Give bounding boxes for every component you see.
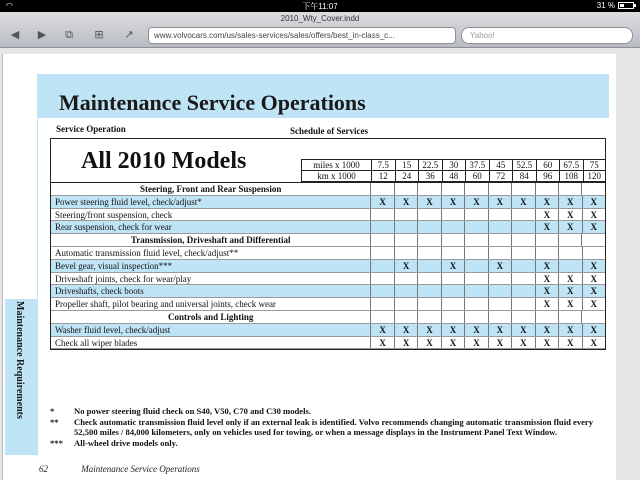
- schedule-mark: [511, 183, 534, 195]
- service-name: Power steering fluid level, check/adjust*: [55, 196, 202, 207]
- km-cell: 36: [418, 170, 442, 182]
- schedule-mark: [417, 221, 440, 233]
- tabs-icon[interactable]: ⧉: [65, 28, 73, 41]
- schedule-mark: [488, 234, 511, 246]
- schedule-mark: X: [582, 209, 605, 221]
- pdf-page: [2, 54, 616, 480]
- side-tab: [5, 299, 37, 455]
- schedule-mark: X: [558, 273, 581, 285]
- table-row: [51, 298, 605, 311]
- schedule-mark: X: [394, 337, 417, 349]
- schedule-mark: [488, 273, 511, 285]
- models-title: All 2010 Models: [81, 148, 247, 174]
- status-bar: [0, 0, 640, 12]
- schedule-mark: [581, 311, 604, 323]
- schedule-mark: [441, 285, 464, 297]
- schedule-mark: [511, 260, 534, 272]
- schedule-mark: [464, 311, 487, 323]
- schedule-mark: X: [417, 324, 440, 336]
- schedule-mark: X: [488, 324, 511, 336]
- schedule-mark: [488, 285, 511, 297]
- schedule-mark: [394, 183, 417, 195]
- footnote: [50, 406, 600, 416]
- km-cell: 120: [583, 170, 607, 182]
- schedule-mark: X: [535, 273, 558, 285]
- schedule-mark: [394, 234, 417, 246]
- schedule-mark: X: [488, 337, 511, 349]
- schedule-mark: [558, 311, 581, 323]
- schedule-mark: [370, 311, 393, 323]
- schedule-mark: [511, 221, 534, 233]
- schedule-mark: X: [370, 196, 393, 208]
- footnote-mark: *: [50, 406, 55, 416]
- schedule-mark: X: [582, 324, 605, 336]
- table-row: [51, 285, 605, 298]
- schedule-mark: [394, 298, 417, 310]
- schedule-mark: X: [441, 324, 464, 336]
- schedule-mark: [417, 260, 440, 272]
- schedule-mark: [394, 209, 417, 221]
- schedule-mark: X: [394, 260, 417, 272]
- document-viewer[interactable]: [0, 48, 640, 480]
- schedule-mark: [370, 183, 393, 195]
- schedule-mark: [511, 247, 534, 259]
- schedule-mark: X: [558, 324, 581, 336]
- schedule-mark: [535, 183, 558, 195]
- schedule-mark: [417, 183, 440, 195]
- schedule-mark: [558, 183, 581, 195]
- schedule-mark: [558, 234, 581, 246]
- schedule-mark: X: [535, 221, 558, 233]
- miles-cell: 15: [395, 159, 419, 171]
- schedule-mark: [558, 247, 581, 259]
- schedule-mark: [535, 247, 558, 259]
- schedule-mark: [370, 285, 393, 297]
- schedule-mark: [511, 273, 534, 285]
- page-footer: [39, 464, 200, 474]
- footnote: [50, 417, 600, 437]
- schedule-mark: [394, 247, 417, 259]
- table-row: [51, 247, 605, 260]
- schedule-mark: [394, 285, 417, 297]
- schedule-mark: [511, 209, 534, 221]
- schedule-mark: [441, 221, 464, 233]
- miles-cell: 60: [536, 159, 560, 171]
- schedule-mark: X: [441, 337, 464, 349]
- search-input[interactable]: Yahoo!: [461, 27, 633, 44]
- schedule-mark: X: [535, 260, 558, 272]
- service-name: Rear suspension, check for wear: [55, 222, 172, 233]
- table-row: [51, 273, 605, 286]
- schedule-mark: [488, 209, 511, 221]
- schedule-mark: X: [535, 285, 558, 297]
- schedule-mark: [417, 298, 440, 310]
- schedule-mark: [464, 273, 487, 285]
- schedule-mark: [488, 311, 511, 323]
- schedule-mark: X: [582, 337, 605, 349]
- schedule-mark: X: [441, 196, 464, 208]
- service-name: Washer fluid level, check/adjust: [55, 324, 171, 335]
- schedule-mark: [441, 209, 464, 221]
- schedule-mark: [464, 234, 487, 246]
- battery-status: [597, 1, 634, 10]
- schedule-mark: [511, 234, 534, 246]
- footnote-text: Check automatic transmission fluid level only if an external leak is identified. Volvo recommends changing automatic transmission fluid every 52,500 miles / 84,000 kilometers, only on vehicles used for towing, or when a message displays in the Instrument Panel Text Window.: [74, 417, 594, 437]
- schedule-mark: X: [535, 337, 558, 349]
- table-row: [51, 337, 605, 350]
- footer-title: Maintenance Service Operations: [81, 464, 200, 474]
- page-number: 62: [39, 464, 48, 474]
- miles-cell: 75: [583, 159, 607, 171]
- km-cell: 48: [442, 170, 466, 182]
- schedule-mark: [511, 298, 534, 310]
- schedule-mark: X: [582, 273, 605, 285]
- schedule-mark: [417, 247, 440, 259]
- schedule-mark: X: [582, 196, 605, 208]
- schedule-mark: [394, 273, 417, 285]
- schedule-mark: [441, 298, 464, 310]
- schedule-mark: [464, 298, 487, 310]
- bookmarks-icon[interactable]: ⊞: [94, 28, 104, 41]
- schedule-mark: [441, 183, 464, 195]
- header-band: [37, 74, 609, 118]
- forward-icon[interactable]: ▶: [37, 28, 47, 41]
- schedule-mark: [535, 234, 558, 246]
- schedule-mark: [535, 311, 558, 323]
- schedule-mark: [488, 183, 511, 195]
- schedule-mark: [441, 273, 464, 285]
- schedule-mark: X: [417, 337, 440, 349]
- schedule-mark: [370, 209, 393, 221]
- table-section-row: [51, 183, 605, 196]
- km-cell: 96: [536, 170, 560, 182]
- schedule-mark: [582, 247, 605, 259]
- miles-cell: 30: [442, 159, 466, 171]
- table-body: [51, 183, 605, 349]
- schedule-mark: [464, 247, 487, 259]
- footnote-text: No power steering fluid check on S40, V50, C70 and C30 models.: [74, 406, 311, 416]
- section-heading: Maintenance Service Operations: [59, 90, 366, 115]
- service-name: Driveshafts, check boots: [55, 286, 144, 297]
- schedule-mark: [441, 247, 464, 259]
- miles-cell: 67.5: [559, 159, 583, 171]
- wifi-icon: ◠: [6, 1, 13, 10]
- schedule-mark: X: [464, 324, 487, 336]
- km-label: km x 1000: [301, 170, 371, 182]
- schedule-mark: X: [558, 221, 581, 233]
- schedule-mark: [417, 209, 440, 221]
- schedule-mark: [581, 234, 604, 246]
- schedule-mark: [464, 221, 487, 233]
- section-title: Transmission, Driveshaft and Differential: [130, 235, 291, 246]
- table-section-row: [51, 234, 605, 247]
- schedule-mark: [464, 260, 487, 272]
- schedule-mark: X: [464, 337, 487, 349]
- miles-label: miles x 1000: [301, 159, 371, 171]
- side-tab-label: Maintenance Requirements: [14, 301, 25, 419]
- back-icon[interactable]: ◀: [10, 28, 20, 41]
- schedule-mark: X: [582, 285, 605, 297]
- table-row: [51, 209, 605, 222]
- share-icon[interactable]: ↗: [124, 28, 134, 41]
- schedule-mark: X: [558, 298, 581, 310]
- service-name: Automatic transmission fluid level, check/adjust**: [55, 247, 239, 258]
- schedule-heading: Schedule of Services: [290, 126, 368, 136]
- schedule-mark: X: [558, 285, 581, 297]
- schedule-mark: [417, 273, 440, 285]
- km-cell: 84: [512, 170, 536, 182]
- schedule-mark: X: [582, 298, 605, 310]
- miles-cell: 7.5: [371, 159, 395, 171]
- table-header: [51, 139, 605, 183]
- schedule-mark: [370, 260, 393, 272]
- schedule-mark: X: [558, 196, 581, 208]
- schedule-mark: [370, 273, 393, 285]
- schedule-mark: [511, 285, 534, 297]
- footnote-mark: **: [50, 417, 59, 427]
- table-row: [51, 221, 605, 234]
- schedule-mark: X: [394, 324, 417, 336]
- service-name: Driveshaft joints, check for wear/play: [55, 273, 192, 284]
- service-name: Bevel gear, visual inspection***: [55, 260, 173, 271]
- schedule-mark: X: [417, 196, 440, 208]
- schedule-mark: X: [558, 209, 581, 221]
- schedule-mark: [441, 311, 464, 323]
- battery-icon: [618, 2, 634, 9]
- km-row: [301, 170, 606, 182]
- schedule-mark: X: [441, 260, 464, 272]
- table-section-row: [51, 311, 605, 324]
- schedule-mark: X: [511, 337, 534, 349]
- miles-cell: 45: [489, 159, 513, 171]
- page-title: 2010_Wty_Cover.indd: [280, 14, 360, 23]
- miles-cell: 52.5: [512, 159, 536, 171]
- schedule-mark: [464, 209, 487, 221]
- service-name: Steering/front suspension, check: [55, 209, 173, 220]
- schedule-mark: [370, 298, 393, 310]
- schedule-mark: X: [535, 209, 558, 221]
- schedule-mark: [441, 234, 464, 246]
- schedule-mark: [511, 311, 534, 323]
- km-cell: 60: [465, 170, 489, 182]
- km-cell: 108: [559, 170, 583, 182]
- battery-percent: 31 %: [596, 1, 615, 10]
- schedule-mark: X: [488, 196, 511, 208]
- schedule-mark: X: [511, 196, 534, 208]
- km-cell: 24: [395, 170, 419, 182]
- browser-toolbar: [0, 12, 640, 48]
- url-bar[interactable]: www.volvocars.com/us/sales-services/sales/offers/best_in-class_c...: [148, 27, 456, 44]
- schedule-mark: [464, 285, 487, 297]
- service-operation-heading: Service Operation: [56, 124, 126, 134]
- maintenance-table: [50, 138, 606, 350]
- miles-cell: 22.5: [418, 159, 442, 171]
- section-title: Controls and Lighting: [168, 311, 254, 322]
- footnote-mark: ***: [50, 438, 63, 448]
- schedule-mark: X: [558, 337, 581, 349]
- schedule-mark: [581, 183, 604, 195]
- schedule-mark: X: [370, 324, 393, 336]
- schedule-mark: [370, 221, 393, 233]
- schedule-mark: X: [535, 196, 558, 208]
- service-name: Propeller shaft, pilot bearing and universal joints, check wear: [55, 299, 276, 310]
- footnote: [50, 438, 600, 448]
- schedule-mark: X: [488, 260, 511, 272]
- schedule-mark: X: [535, 324, 558, 336]
- schedule-mark: X: [370, 337, 393, 349]
- schedule-mark: [394, 221, 417, 233]
- schedule-mark: [370, 247, 393, 259]
- km-cell: 12: [371, 170, 395, 182]
- schedule-mark: [417, 234, 440, 246]
- schedule-mark: [558, 260, 581, 272]
- footnote-text: All-wheel drive models only.: [74, 438, 178, 448]
- schedule-mark: [417, 311, 440, 323]
- schedule-mark: X: [464, 196, 487, 208]
- section-title: Steering, Front and Rear Suspension: [139, 184, 282, 194]
- schedule-mark: X: [511, 324, 534, 336]
- table-row: [51, 196, 605, 209]
- footnotes: [50, 406, 600, 449]
- content-area: [37, 118, 609, 456]
- table-row: [51, 260, 605, 273]
- schedule-mark: [488, 221, 511, 233]
- schedule-mark: [394, 311, 417, 323]
- schedule-mark: X: [582, 221, 605, 233]
- schedule-mark: X: [394, 196, 417, 208]
- schedule-mark: X: [535, 298, 558, 310]
- service-name: Check all wiper blades: [55, 337, 138, 348]
- table-row: [51, 324, 605, 337]
- schedule-mark: [370, 234, 393, 246]
- schedule-mark: [417, 285, 440, 297]
- status-time: 下午11:07: [302, 2, 338, 11]
- schedule-mark: [488, 247, 511, 259]
- schedule-mark: X: [582, 260, 605, 272]
- schedule-mark: [464, 183, 487, 195]
- miles-cell: 37.5: [465, 159, 489, 171]
- schedule-mark: [488, 298, 511, 310]
- km-cell: 72: [489, 170, 513, 182]
